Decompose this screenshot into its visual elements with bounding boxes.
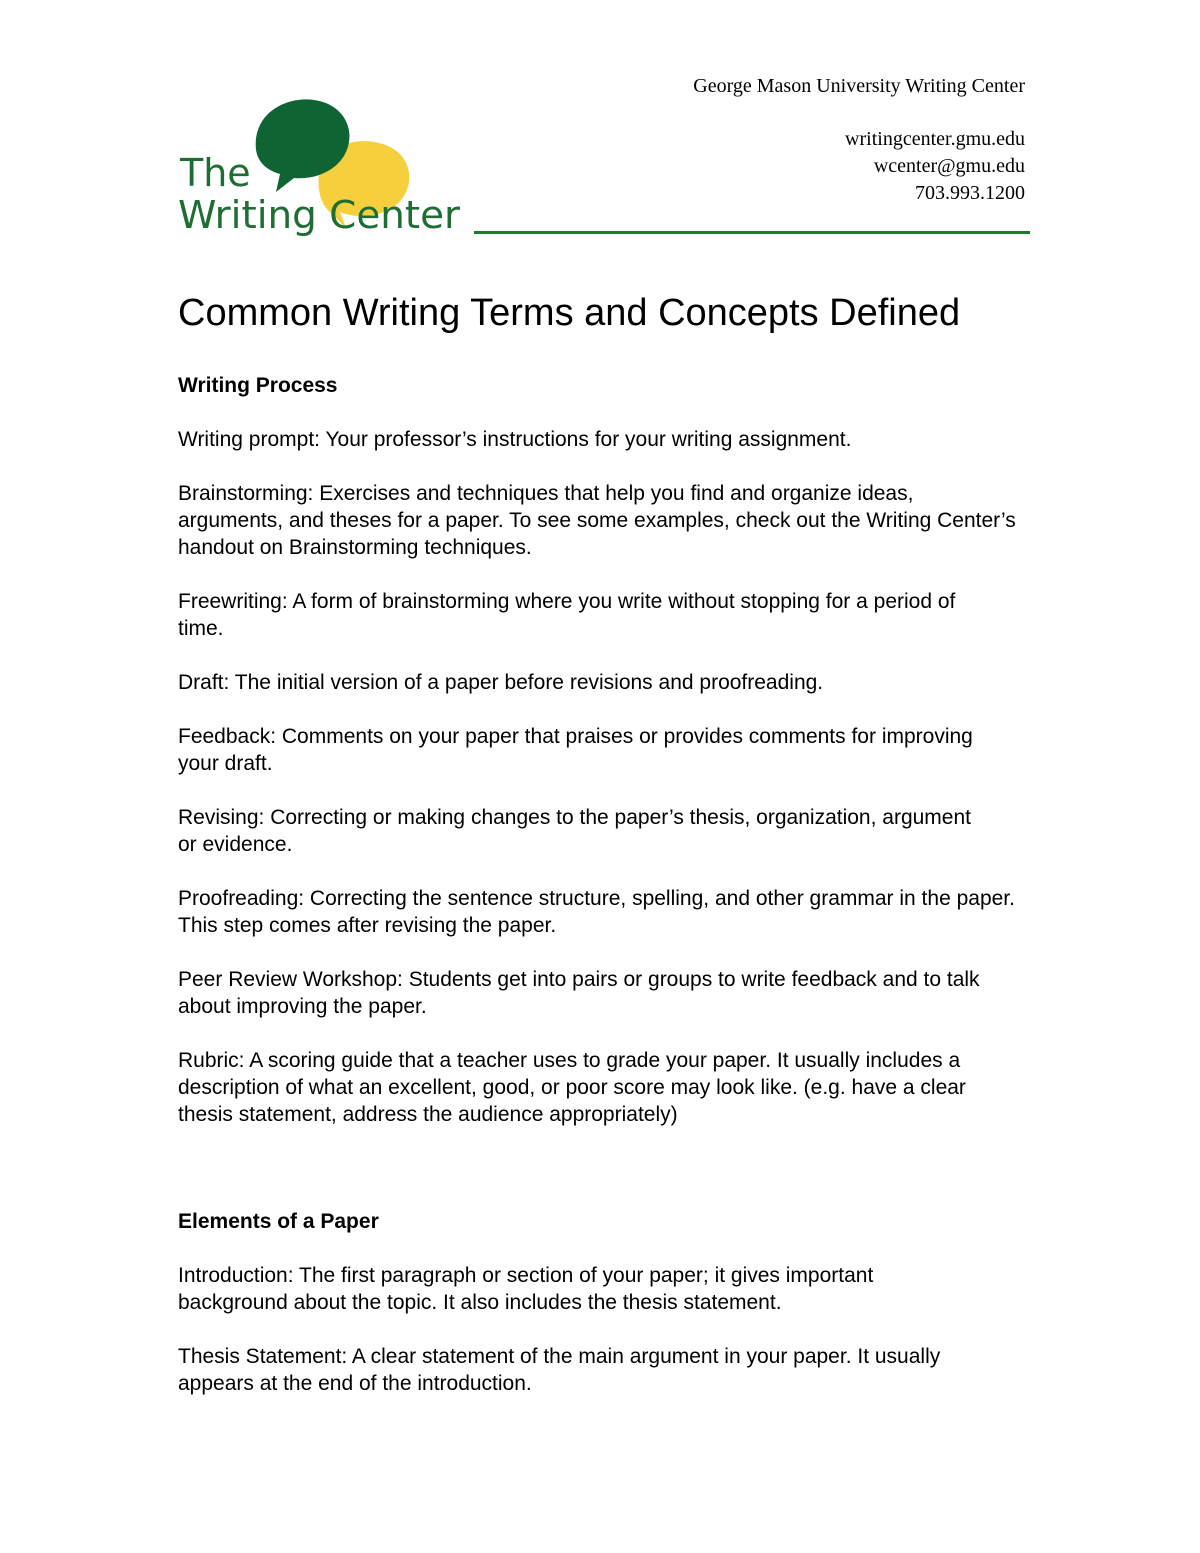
header-divider — [474, 231, 1030, 234]
term-entry: Thesis Statement: A clear statement of the main argument in your paper. It usually appears at the end of the introduction. — [178, 1345, 941, 1395]
email-link[interactable]: wcenter@gmu.edu — [873, 155, 1025, 177]
logo-line1: The — [180, 151, 251, 195]
phone-number: 703.993.1200 — [915, 182, 1025, 204]
writing-center-logo — [170, 90, 470, 250]
term-entry: Proofreading: Correcting the sentence structure, spelling, and other grammar in the paper. This step comes after revising the paper. — [178, 887, 1015, 937]
section-heading-writing-process: Writing Process — [178, 374, 338, 397]
term-entry: Freewriting: A form of brainstorming where you write without stopping for a period of time. — [178, 590, 956, 640]
org-name: George Mason University Writing Center — [693, 75, 1025, 97]
term-entry: Feedback: Comments on your paper that praises or provides comments for improving your draft. — [178, 725, 973, 775]
document-body — [178, 288, 1038, 1424]
term-entry: Peer Review Workshop: Students get into pairs or groups to write feedback and to talk about improving the paper. — [178, 968, 980, 1018]
term-entry: Draft: The initial version of a paper before revisions and proofreading. — [178, 671, 824, 694]
page-title: Common Writing Terms and Concepts Defined — [178, 292, 961, 334]
term-entry: Writing prompt: Your professor’s instructions for your writing assignment. — [178, 428, 852, 451]
section-heading-elements-of-a-paper: Elements of a Paper — [178, 1210, 379, 1233]
contact-block — [693, 73, 1025, 207]
term-entry: Revising: Correcting or making changes to the paper’s thesis, organization, argument or evidence. — [178, 806, 971, 856]
term-entry: Introduction: The first paragraph or section of your paper; it gives important background about the topic. It also includes the thesis statement. — [178, 1264, 874, 1314]
logo-line2: Writing Center — [178, 193, 461, 237]
term-entry: Rubric: A scoring guide that a teacher uses to grade your paper. It usually includes a description of what an excellent, good, or poor score may look like. (e.g. have a clear thesis statement, address the audience appropriately) — [178, 1049, 966, 1126]
website-link[interactable]: writingcenter.gmu.edu — [845, 128, 1025, 150]
term-entry: Brainstorming: Exercises and techniques that help you find and organize ideas, arguments, and theses for a paper. To see some examples, check out the Writing Center’s handout on Brainstorming techniques. — [178, 482, 1016, 559]
